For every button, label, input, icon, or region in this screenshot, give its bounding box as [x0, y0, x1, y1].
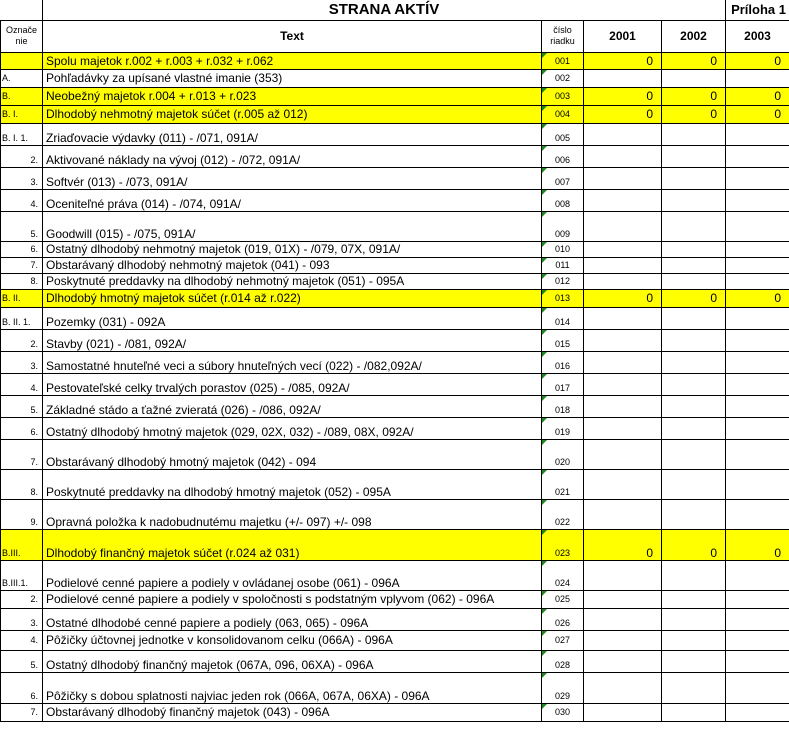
- column-header-text[interactable]: Text: [43, 20, 542, 52]
- row-text-cell[interactable]: Zriaďovacie výdavky (011) - /071, 091A/: [43, 123, 542, 145]
- value-cell-year-1[interactable]: [584, 167, 662, 189]
- value-cell-year-2[interactable]: [662, 211, 726, 241]
- row-number-cell[interactable]: 011: [542, 257, 584, 273]
- value-cell-year-1[interactable]: [584, 189, 662, 211]
- value-cell-year-2[interactable]: [662, 351, 726, 373]
- row-number-cell[interactable]: 002: [542, 69, 584, 87]
- table-row: [1, 273, 789, 289]
- value-cell-year-3[interactable]: 0: [726, 105, 789, 123]
- row-mark-cell[interactable]: 8.: [1, 273, 43, 289]
- value-cell-year-3[interactable]: [726, 395, 789, 417]
- value-cell-year-3[interactable]: [726, 167, 789, 189]
- value-cell-year-3[interactable]: 0: [726, 52, 789, 69]
- value-cell-year-2[interactable]: [662, 69, 726, 87]
- value-cell-year-3[interactable]: [726, 439, 789, 469]
- row-text-cell[interactable]: Neobežný majetok r.004 + r.013 + r.023: [43, 87, 542, 105]
- value-cell-year-1[interactable]: [584, 703, 662, 721]
- row-text-cell[interactable]: Obstarávaný dlhodobý finančný majetok (043) - 096A: [43, 703, 542, 721]
- row-number-cell[interactable]: 028: [542, 650, 584, 672]
- row-mark-cell[interactable]: B.: [1, 87, 43, 105]
- value-cell-year-1[interactable]: 0: [584, 87, 662, 105]
- value-cell-year-2[interactable]: [662, 439, 726, 469]
- row-number-cell[interactable]: 019: [542, 417, 584, 439]
- value-cell-year-1[interactable]: [584, 351, 662, 373]
- value-cell-year-2[interactable]: [662, 469, 726, 499]
- table-row: [1, 373, 789, 395]
- value-cell-year-1[interactable]: 0: [584, 105, 662, 123]
- value-cell-year-3[interactable]: [726, 417, 789, 439]
- value-cell-year-3[interactable]: [726, 123, 789, 145]
- row-text-cell[interactable]: Obstarávaný dlhodobý nehmotný majetok (041) - 093: [43, 257, 542, 273]
- value-cell-year-1[interactable]: [584, 257, 662, 273]
- row-mark-cell[interactable]: 2.: [1, 590, 43, 608]
- value-cell-year-3[interactable]: [726, 241, 789, 257]
- table-row: [1, 650, 789, 672]
- value-cell-year-1[interactable]: [584, 608, 662, 630]
- row-number-cell[interactable]: 016: [542, 351, 584, 373]
- value-cell-year-2[interactable]: [662, 273, 726, 289]
- value-cell-year-1[interactable]: [584, 499, 662, 529]
- value-cell-year-3[interactable]: [726, 307, 789, 329]
- row-text-cell[interactable]: Softvér (013) - /073, 091A/: [43, 167, 542, 189]
- row-mark-cell[interactable]: B. I.: [1, 105, 43, 123]
- value-cell-year-2[interactable]: [662, 241, 726, 257]
- value-cell-year-3[interactable]: [726, 145, 789, 167]
- row-number-cell[interactable]: 015: [542, 329, 584, 351]
- row-number-cell[interactable]: 010: [542, 241, 584, 257]
- table-row: [1, 241, 789, 257]
- row-mark-cell[interactable]: B.III.1.: [1, 560, 43, 590]
- value-cell-year-2[interactable]: [662, 672, 726, 703]
- value-cell-year-3[interactable]: [726, 189, 789, 211]
- column-header-mark[interactable]: Označe nie: [1, 20, 43, 52]
- row-mark-cell[interactable]: B. II.: [1, 289, 43, 307]
- value-cell-year-1[interactable]: [584, 145, 662, 167]
- value-cell-year-1[interactable]: [584, 650, 662, 672]
- row-mark-cell[interactable]: 4.: [1, 630, 43, 650]
- value-cell-year-1[interactable]: 0: [584, 529, 662, 560]
- value-cell-year-3[interactable]: 0: [726, 529, 789, 560]
- row-text-cell[interactable]: Pohľadávky za upísané vlastné imanie (353): [43, 69, 542, 87]
- row-number-cell[interactable]: 026: [542, 608, 584, 630]
- row-number-cell[interactable]: 007: [542, 167, 584, 189]
- value-cell-year-2[interactable]: [662, 123, 726, 145]
- table-row: [1, 417, 789, 439]
- row-mark-cell[interactable]: 7.: [1, 439, 43, 469]
- value-cell-year-3[interactable]: [726, 590, 789, 608]
- row-text-cell[interactable]: Podielové cenné papiere a podiely v ovládanej osobe (061) - 096A: [43, 560, 542, 590]
- row-number-cell[interactable]: 029: [542, 672, 584, 703]
- row-number-cell[interactable]: 020: [542, 439, 584, 469]
- row-mark-cell[interactable]: 5.: [1, 211, 43, 241]
- row-text-cell[interactable]: Poskytnuté preddavky na dlhodobý nehmotný majetok (051) - 095A: [43, 273, 542, 289]
- value-cell-year-2[interactable]: [662, 630, 726, 650]
- value-cell-year-3[interactable]: [726, 650, 789, 672]
- table-row: [1, 211, 789, 241]
- value-cell-year-1[interactable]: 0: [584, 289, 662, 307]
- row-number-cell[interactable]: 004: [542, 105, 584, 123]
- value-cell-year-1[interactable]: [584, 123, 662, 145]
- row-mark-cell[interactable]: 3.: [1, 167, 43, 189]
- row-mark-cell[interactable]: 5.: [1, 395, 43, 417]
- row-mark-cell[interactable]: 3.: [1, 351, 43, 373]
- table-row: [1, 123, 789, 145]
- value-cell-year-2[interactable]: 0: [662, 529, 726, 560]
- row-mark-cell[interactable]: 2.: [1, 329, 43, 351]
- value-cell-year-1[interactable]: [584, 590, 662, 608]
- value-cell-year-3[interactable]: [726, 630, 789, 650]
- table-row: [1, 351, 789, 373]
- table-row: [1, 145, 789, 167]
- value-cell-year-2[interactable]: [662, 608, 726, 630]
- value-cell-year-1[interactable]: [584, 307, 662, 329]
- row-text-cell[interactable]: Dlhodobý nehmotný majetok súčet (r.005 až 012): [43, 105, 542, 123]
- row-number-cell[interactable]: 013: [542, 289, 584, 307]
- table-row: [1, 289, 789, 307]
- row-mark-cell[interactable]: 6.: [1, 417, 43, 439]
- table-row: [1, 499, 789, 529]
- value-cell-year-3[interactable]: [726, 329, 789, 351]
- row-text-cell[interactable]: Dlhodobý finančný majetok súčet (r.024 až 031): [43, 529, 542, 560]
- value-cell-year-3[interactable]: [726, 672, 789, 703]
- row-number-cell[interactable]: 023: [542, 529, 584, 560]
- value-cell-year-1[interactable]: [584, 273, 662, 289]
- value-cell-year-2[interactable]: [662, 590, 726, 608]
- row-number-cell[interactable]: 006: [542, 145, 584, 167]
- value-cell-year-1[interactable]: [584, 373, 662, 395]
- table-row: [1, 329, 789, 351]
- row-mark-cell[interactable]: 4.: [1, 373, 43, 395]
- value-cell-year-3[interactable]: [726, 211, 789, 241]
- row-number-cell[interactable]: 022: [542, 499, 584, 529]
- value-cell-year-3[interactable]: [726, 560, 789, 590]
- value-cell-year-3[interactable]: [726, 351, 789, 373]
- row-text-cell[interactable]: Obstarávaný dlhodobý hmotný majetok (042) - 094: [43, 439, 542, 469]
- row-text-cell[interactable]: Podielové cenné papiere a podiely v spoločnosti s podstatným vplyvom (062) - 096A: [43, 590, 542, 608]
- row-mark-cell[interactable]: 3.: [1, 608, 43, 630]
- value-cell-year-3[interactable]: [726, 608, 789, 630]
- column-header-year-3[interactable]: 2003: [726, 20, 789, 52]
- row-number-cell[interactable]: 030: [542, 703, 584, 721]
- row-number-cell[interactable]: 017: [542, 373, 584, 395]
- value-cell-year-3[interactable]: 0: [726, 289, 789, 307]
- value-cell-year-1[interactable]: [584, 211, 662, 241]
- row-number-cell[interactable]: 021: [542, 469, 584, 499]
- row-text-cell[interactable]: Pozemky (031) - 092A: [43, 307, 542, 329]
- value-cell-year-3[interactable]: 0: [726, 87, 789, 105]
- row-mark-cell[interactable]: B. II. 1.: [1, 307, 43, 329]
- column-header-year-2[interactable]: 2002: [662, 20, 726, 52]
- row-text-cell[interactable]: Stavby (021) - /081, 092A/: [43, 329, 542, 351]
- row-text-cell[interactable]: Goodwill (015) - /075, 091A/: [43, 211, 542, 241]
- row-text-cell[interactable]: Základné stádo a ťažné zvieratá (026) - /086, 092A/: [43, 395, 542, 417]
- row-text-cell[interactable]: Spolu majetok r.002 + r.003 + r.032 + r.062: [43, 52, 542, 69]
- row-text-cell[interactable]: Opravná položka k nadobudnutému majetku (+/- 097) +/- 098: [43, 499, 542, 529]
- table-row: [1, 630, 789, 650]
- row-number-cell[interactable]: 027: [542, 630, 584, 650]
- row-mark-cell[interactable]: 5.: [1, 650, 43, 672]
- row-number-cell[interactable]: 008: [542, 189, 584, 211]
- value-cell-year-2[interactable]: 0: [662, 52, 726, 69]
- row-number-cell[interactable]: 025: [542, 590, 584, 608]
- table-row: [1, 608, 789, 630]
- value-cell-year-2[interactable]: [662, 560, 726, 590]
- value-cell-year-2[interactable]: [662, 395, 726, 417]
- row-number-cell[interactable]: 003: [542, 87, 584, 105]
- column-header-year-1[interactable]: 2001: [584, 20, 662, 52]
- row-text-cell[interactable]: Pestovateľské celky trvalých porastov (025) - /085, 092A/: [43, 373, 542, 395]
- value-cell-year-1[interactable]: [584, 417, 662, 439]
- table-row: [1, 395, 789, 417]
- row-text-cell[interactable]: Samostatné hnuteľné veci a súbory hnuteľných vecí (022) - /082,092A/: [43, 351, 542, 373]
- annex-label: Príloha 1: [726, 0, 789, 20]
- row-number-cell[interactable]: 001: [542, 52, 584, 69]
- value-cell-year-1[interactable]: [584, 672, 662, 703]
- value-cell-year-2[interactable]: [662, 189, 726, 211]
- row-mark-cell[interactable]: 9.: [1, 499, 43, 529]
- table-row: [1, 105, 789, 123]
- row-mark-cell[interactable]: 7.: [1, 257, 43, 273]
- table-row: [1, 529, 789, 560]
- row-mark-cell[interactable]: A.: [1, 69, 43, 87]
- value-cell-year-2[interactable]: 0: [662, 87, 726, 105]
- value-cell-year-3[interactable]: [726, 257, 789, 273]
- value-cell-year-2[interactable]: [662, 499, 726, 529]
- row-number-cell[interactable]: 012: [542, 273, 584, 289]
- row-mark-cell[interactable]: 6.: [1, 241, 43, 257]
- row-text-cell[interactable]: Ostatný dlhodobý nehmotný majetok (019, 01X) - /079, 07X, 091A/: [43, 241, 542, 257]
- value-cell-year-2[interactable]: 0: [662, 289, 726, 307]
- value-cell-year-2[interactable]: 0: [662, 105, 726, 123]
- row-text-cell[interactable]: Dlhodobý hmotný majetok súčet (r.014 až r.022): [43, 289, 542, 307]
- row-mark-cell[interactable]: B. I. 1.: [1, 123, 43, 145]
- row-mark-cell[interactable]: 8.: [1, 469, 43, 499]
- row-number-cell[interactable]: 024: [542, 560, 584, 590]
- value-cell-year-2[interactable]: [662, 167, 726, 189]
- value-cell-year-2[interactable]: [662, 257, 726, 273]
- table-row: [1, 52, 789, 69]
- row-text-cell[interactable]: Aktivované náklady na vývoj (012) - /072, 091A/: [43, 145, 542, 167]
- value-cell-year-1[interactable]: [584, 329, 662, 351]
- value-cell-year-3[interactable]: [726, 499, 789, 529]
- row-text-cell[interactable]: Pôžičky účtovnej jednotke v konsolidovanom celku (066A) - 096A: [43, 630, 542, 650]
- value-cell-year-2[interactable]: [662, 145, 726, 167]
- row-mark-cell[interactable]: 2.: [1, 145, 43, 167]
- row-mark-cell[interactable]: 4.: [1, 189, 43, 211]
- table-row: [1, 87, 789, 105]
- value-cell-year-3[interactable]: [726, 69, 789, 87]
- value-cell-year-1[interactable]: [584, 69, 662, 87]
- table-row: [1, 307, 789, 329]
- row-number-cell[interactable]: 009: [542, 211, 584, 241]
- row-mark-cell[interactable]: B.III.: [1, 529, 43, 560]
- table-row: [1, 703, 789, 721]
- row-text-cell[interactable]: Ostatné dlhodobé cenné papiere a podiely (063, 065) - 096A: [43, 608, 542, 630]
- table-row: [1, 439, 789, 469]
- value-cell-year-3[interactable]: [726, 703, 789, 721]
- value-cell-year-1[interactable]: [584, 241, 662, 257]
- row-text-cell[interactable]: Pôžičky s dobou splatnosti najviac jeden rok (066A, 067A, 06XA) - 096A: [43, 672, 542, 703]
- value-cell-year-2[interactable]: [662, 650, 726, 672]
- row-number-cell[interactable]: 014: [542, 307, 584, 329]
- value-cell-year-1[interactable]: [584, 560, 662, 590]
- value-cell-year-2[interactable]: [662, 703, 726, 721]
- row-text-cell[interactable]: Oceniteľné práva (014) - /074, 091A/: [43, 189, 542, 211]
- value-cell-year-1[interactable]: [584, 630, 662, 650]
- table-row: [1, 672, 789, 703]
- table-row: [1, 69, 789, 87]
- row-mark-cell[interactable]: 7.: [1, 703, 43, 721]
- table-row: [1, 590, 789, 608]
- row-text-cell[interactable]: Poskytnuté preddavky na dlhodobý hmotný majetok (052) - 095A: [43, 469, 542, 499]
- value-cell-year-2[interactable]: [662, 417, 726, 439]
- row-number-cell[interactable]: 005: [542, 123, 584, 145]
- table-row: [1, 469, 789, 499]
- table-row: [1, 560, 789, 590]
- page-title: STRANA AKTÍV: [43, 0, 726, 20]
- row-mark-cell[interactable]: 6.: [1, 672, 43, 703]
- value-cell-year-2[interactable]: [662, 307, 726, 329]
- row-number-cell[interactable]: 018: [542, 395, 584, 417]
- value-cell-year-3[interactable]: [726, 273, 789, 289]
- table-row: [1, 167, 789, 189]
- row-text-cell[interactable]: Ostatný dlhodobý finančný majetok (067A, 096, 06XA) - 096A: [43, 650, 542, 672]
- table-row: [1, 257, 789, 273]
- value-cell-year-2[interactable]: [662, 373, 726, 395]
- row-text-cell[interactable]: Ostatný dlhodobý hmotný majetok (029, 02X, 032) - /089, 08X, 092A/: [43, 417, 542, 439]
- table-row: [1, 189, 789, 211]
- value-cell-year-3[interactable]: [726, 373, 789, 395]
- value-cell-year-1[interactable]: [584, 469, 662, 499]
- value-cell-year-1[interactable]: 0: [584, 52, 662, 69]
- value-cell-year-1[interactable]: [584, 395, 662, 417]
- column-header-row-number[interactable]: číslo riadku: [542, 20, 584, 52]
- value-cell-year-1[interactable]: [584, 439, 662, 469]
- row-mark-cell[interactable]: [1, 52, 43, 69]
- value-cell-year-3[interactable]: [726, 469, 789, 499]
- value-cell-year-2[interactable]: [662, 329, 726, 351]
